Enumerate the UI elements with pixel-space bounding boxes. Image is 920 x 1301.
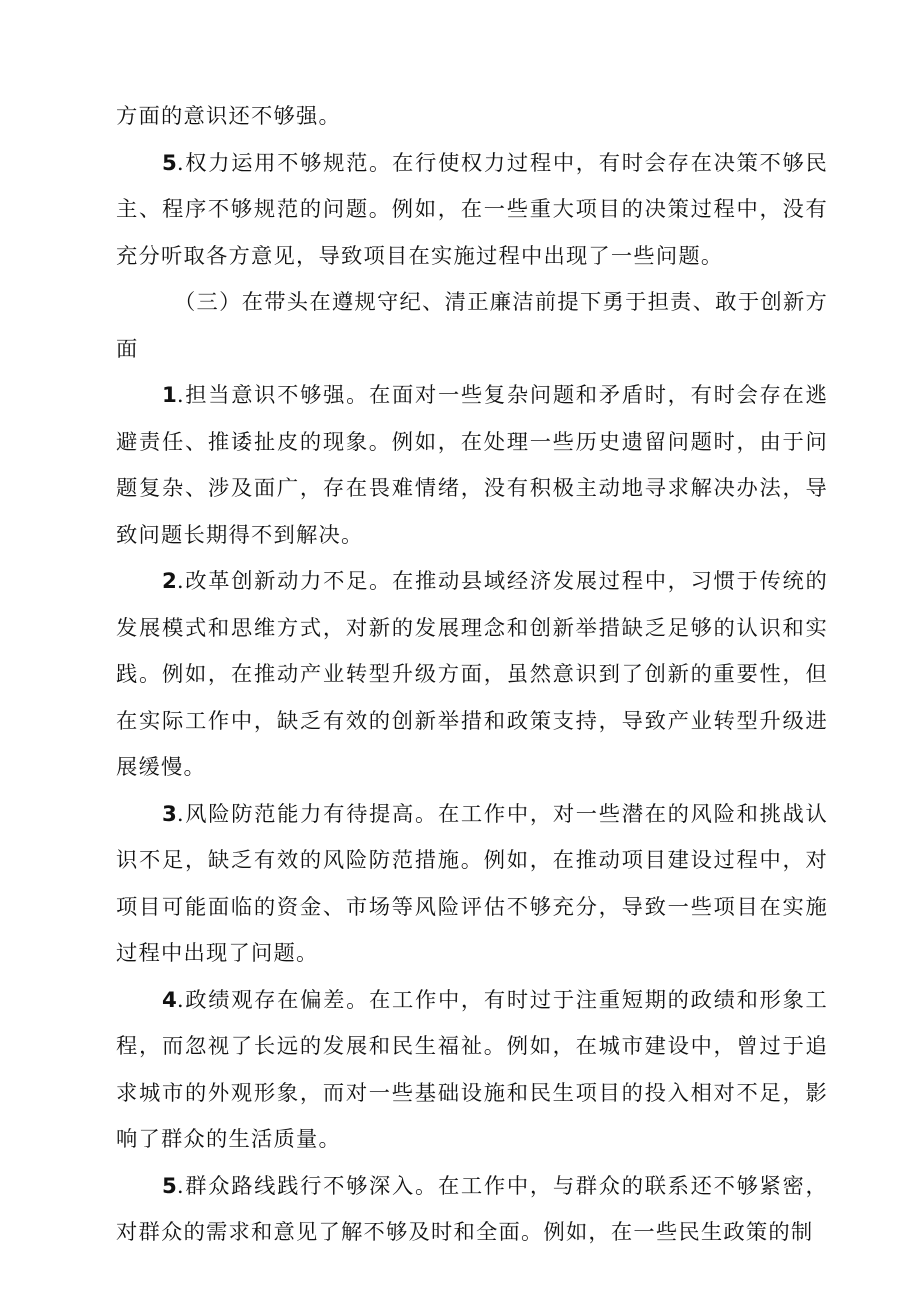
item-number: 5 xyxy=(162,1173,177,1199)
paragraph-text: .担当意识不够强。在面对一些复杂问题和矛盾时，有时会存在逃避责任、推诿扯皮的现象。例如，在处理一些历史遗留问题时，由于问题复杂、涉及面广，存在畏难情绪，没有积极主动地寻求解决办法，导致问题长期得不到解决。 xyxy=(116,383,828,548)
paragraph-text: .权力运用不够规范。在行使权力过程中，有时会存在决策不够民主、程序不够规范的问题。例如，在一些重大项目的决策过程中，没有充分听取各方意见，导致项目在实施过程中出现了一些问题。 xyxy=(116,150,828,269)
paragraph-continuation xyxy=(116,94,828,141)
section-heading xyxy=(116,280,828,373)
heading-text: （三）在带头在遵规守纪、清正廉洁前提下勇于担责、敢于创新方面 xyxy=(116,290,828,362)
paragraph-item-responsibility xyxy=(116,373,828,559)
paragraph-item-innovation xyxy=(116,559,828,792)
paragraph-text: .风险防范能力有待提高。在工作中，对一些潜在的风险和挑战认识不足，缺乏有效的风险防范措施。例如，在推动项目建设过程中，对项目可能面临的资金、市场等风险评估不够充分，导致一些项目在实施过程中出现了问题。 xyxy=(116,801,828,966)
paragraph-text: .政绩观存在偏差。在工作中，有时过于注重短期的政绩和形象工程，而忽视了长远的发展和民生福祉。例如，在城市建设中，曾过于追求城市的外观形象，而对一些基础设施和民生项目的投入相对不足，影响了群众的生活质量。 xyxy=(116,987,828,1152)
item-number: 1 xyxy=(162,383,177,408)
paragraph-text: 方面的意识还不够强。 xyxy=(116,104,341,129)
item-number: 4 xyxy=(162,987,177,1013)
item-number: 2 xyxy=(162,569,177,594)
paragraph-item-performance-view xyxy=(116,978,828,1164)
item-number: 3 xyxy=(162,801,177,827)
paragraph-text: .群众路线践行不够深入。在工作中，与群众的联系还不够紧密，对群众的需求和意见了解不够及时和全面。例如，在一些民生政策的制 xyxy=(116,1173,828,1245)
paragraph-item-risk xyxy=(116,792,828,978)
item-number: 5 xyxy=(162,150,177,176)
paragraph-item-mass-line xyxy=(116,1164,828,1257)
paragraph-text: .改革创新动力不足。在推动县域经济发展过程中，习惯于传统的发展模式和思维方式，对新的发展理念和创新举措缺乏足够的认识和实践。例如，在推动产业转型升级方面，虽然意识到了创新的重要性，但在实际工作中，缺乏有效的创新举措和政策支持，导致产业转型升级进展缓慢。 xyxy=(116,569,828,780)
paragraph-item-power-use xyxy=(116,141,828,281)
